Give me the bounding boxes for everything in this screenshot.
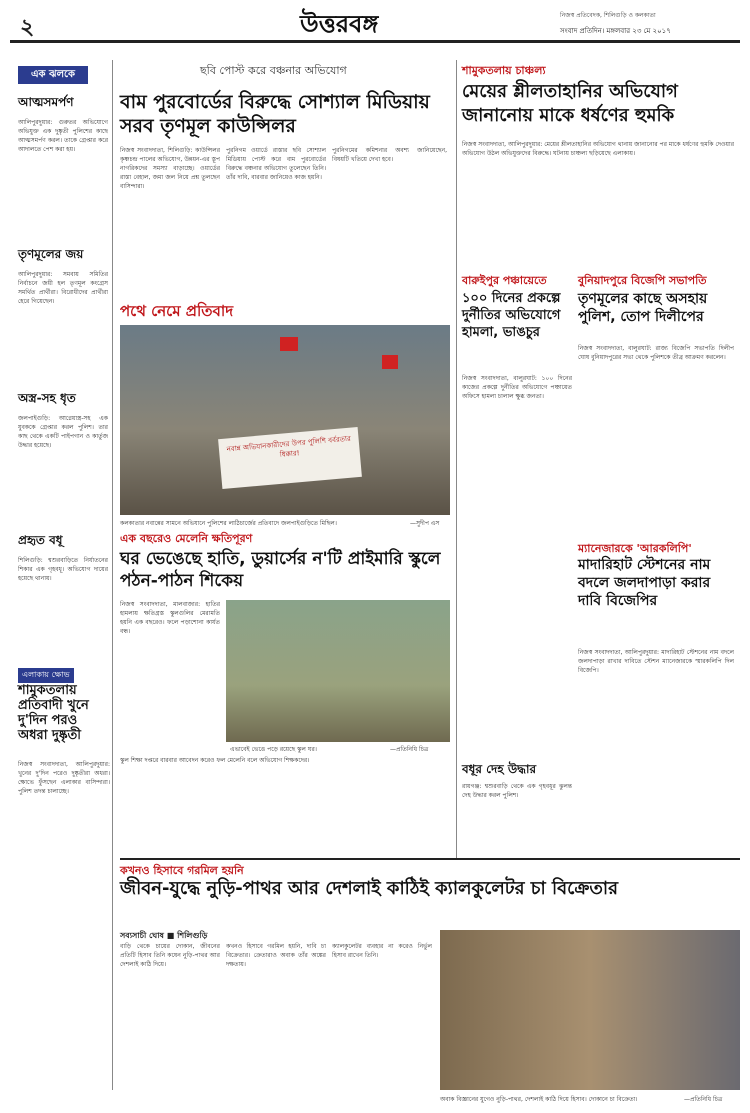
bottom-rule (120, 858, 740, 860)
madarihat-headline: মাদারিহাট স্টেশনের নাম বদলে জলদাপাড়া করার দাবি বিজেপির (578, 557, 711, 609)
hundred-days-headline: ১০০ দিনের প্রকল্পে দুর্নীতির অভিযোগে হামলা, ভাঙচুর (462, 291, 561, 340)
dilip-headline: তৃণমূলের কাছে অসহায় পুলিশ, তোপ দিলীপের (578, 291, 708, 325)
school-photo-caption: এভাবেই ভেঙে পড়ে রয়েছে স্কুল ঘর। (230, 746, 317, 753)
protest-banner (218, 427, 362, 489)
main-body-col-3: পুরনিগমের কমিশনার অবশ্য জানিয়েছেন, বিষয়টি খতিয়ে দেখা হবে। (332, 147, 447, 163)
madarihat-body: নিজস্ব সংবাদদাতা, আলিপুরদুয়ার: মাদারিহাট স্টেশনের নাম বদলে জলদাপাড়া রাখার দাবিতে স্টেশন ম্যানেজারকে স্মারকলিপি দিল বিজেপি। (578, 649, 734, 674)
hundred-days-body: নিজস্ব সংবাদদাতা, বালুরঘাট: ১০০ দিনের কাজের প্রকল্পে দুর্নীতির অভিযোগে পঞ্চায়েত অফিসে হামলা চালাল ক্ষুব্ধ জনতা। (462, 375, 572, 400)
elaka-body: নিজস্ব সংবাদদাতা, আলিপুরদুয়ার: খুনের দু'দিন পরেও দুষ্কৃতীরা অধরা। ক্ষোভে ফুঁসছেন এলাকার বাসিন্দারা। পুলিশ তদন্ত চালাচ্ছে। (18, 761, 110, 795)
school-photo (226, 600, 450, 742)
elephant-body-1: নিজস্ব সংবাদদাতা, মালবাজার: হাতির হামলায় ক্ষতিগ্রস্ত স্কুলগুলির মেরামতি হয়নি এক বছরেও। ফলে পড়াশোনা কার্যত বন্ধ। (120, 601, 220, 635)
elaka-headline: শামুকতলায় প্রতিবাদী খুনে দু'দিন পরও অধরা দুষ্কৃতী (18, 683, 89, 743)
bottom-byline: সব্যসাচী ঘোষ ■ শিলিগুড়ি (120, 931, 208, 940)
dilip-kicker: বুনিয়াদপুরে বিজেপি সভাপতি (578, 274, 707, 287)
rally-credit: —সুদীপ এস (410, 520, 440, 527)
top-sub-kicker: ছবি পোস্ট করে বঞ্চনার অভিযোগ (200, 64, 347, 77)
bottom-body-2: কখনও হিসাবে গরমিল হয়নি, দাবি চা বিক্রেতার। ক্রেতারাও অবাক তাঁর অঙ্কের দক্ষতায়। (226, 943, 326, 968)
elephant-headline: ঘর ভেঙেছে হাতি, ডুয়ার্সের ন'টি প্রাইমারি স্কুলে পঠন-পাঠন শিকেয় (120, 549, 441, 591)
bottom-body-3: ক্যালকুলেটর ব্যবহার না করেও নির্ভুল হিসাব রাখেন তিনি। (332, 943, 432, 959)
left-brief-2 (18, 246, 108, 390)
dilip-body: নিজস্ব সংবাদদাতা, বালুরঘাট: রাজ্য বিজেপি সভাপতি দিলীপ ঘোষ বুনিয়াদপুরের সভা থেকে পুলিশকে তীব্র আক্রমণ করলেন। (578, 345, 734, 361)
brief-body: আলিপুরদুয়ার: সমবায় সমিতির নির্বাচনে জয়ী হল তৃণমূল কংগ্রেস সমর্থিত প্রার্থীরা। বিরোধীদের প্রার্থীরা হেরে গিয়েছেন। (18, 271, 108, 305)
protest-banner-text: নবান্ন অভিযানকারীদের উপর পুলিশি বর্বরতার ধিক্কার! (226, 434, 352, 459)
page-number: ২ (20, 15, 35, 40)
bodhu-headline: বধূর দেহ উদ্ধার (462, 762, 537, 776)
red-flag-icon (382, 355, 398, 369)
shamuktala-body: নিজস্ব সংবাদদাতা, আলিপুরদুয়ার: মেয়ের শ্লীলতাহানির অভিযোগ থানায় জানানোর পর মাকে ধর্ষণের হুমকি দেওয়ার অভিযোগ উঠল অভিযুক্তদের বিরুদ্ধে। ঘটনায় চাঞ্চল্য ছড়িয়েছে এলাকায়। (462, 141, 734, 157)
shamuktala-kicker: শামুকতলায় চাঞ্চল্য (462, 64, 546, 77)
ek-jhalake-badge: এক ঝলকে (18, 66, 88, 84)
brief-body: আলিপুরদুয়ার: গুরুতর অভিযোগে অভিযুক্ত এক দুষ্কৃতী পুলিশের কাছে আত্মসমর্পণ করল। তাকে গ্রেপ্তার করে আদালতে পেশ করা হয়। (18, 119, 108, 153)
bottom-body-1: বাড়ি থেকে চায়ের দোকান, জীবনের প্রতিটি হিসাব তিনি কষেন নুড়ি-পাথর আর দেশলাই কাঠি দিয়ে। (120, 943, 220, 968)
hundred-days-kicker: বারুইপুর পঞ্চায়েতে (462, 274, 547, 287)
brief-body: জলপাইগুড়ি: আগ্নেয়াস্ত্র-সহ এক যুবককে গ্রেপ্তার করল পুলিশ। তার কাছ থেকে একটি পাইপগান ও কার্তুজ উদ্ধার হয়েছে। (18, 415, 108, 449)
tea-seller-caption: অবাক বিজ্ঞানের যুগেও নুড়ি-পাথর, দেশলাই কাঠি দিয়ে হিসাব। দোকানে চা বিক্রেতা। (440, 1096, 638, 1103)
left-brief-1 (18, 94, 108, 258)
brief-heading: অস্ত্র-সহ ধৃত (18, 391, 76, 405)
brief-heading: আত্মসমর্পণ (18, 95, 74, 109)
center-column-divider (456, 60, 457, 860)
elaka-tag: এলাকায় ক্ষোভ (18, 668, 74, 683)
rally-headline: পথে নেমে প্রতিবাদ (120, 302, 234, 320)
bottom-kicker: কখনও হিসাবে গরমিল হয়নি (120, 864, 244, 877)
brief-body: শিলিগুড়ি: শ্বশুরবাড়িতে নির্যাতনের শিকার এক গৃহবধূ। অভিযোগ দায়ের হয়েছে থানায়। (18, 557, 108, 582)
rally-caption: কলকাতার নবান্নের সামনে অভিযানে পুলিশের লাঠিচার্জের প্রতিবাদে জলপাইগুড়িতে মিছিল। (120, 520, 337, 527)
elephant-body-2: স্কুল শিক্ষা দপ্তরে বারবার আবেদন করেও ফল মেলেনি বলে অভিযোগ শিক্ষকদের। (120, 757, 310, 764)
school-photo-credit: —প্রতিনিধি চিত্র (390, 746, 429, 753)
brief-heading: প্রহৃত বধূ (18, 533, 63, 547)
masthead-date: সংবাদ প্রতিদিন। মঙ্গলবার ২৩ মে ২০১৭ (560, 27, 671, 35)
red-flag-icon (280, 337, 298, 351)
tea-seller-photo (440, 930, 740, 1090)
rally-photo (120, 325, 450, 515)
main-headline: বাম পুরবোর্ডের বিরুদ্ধে সোশ্যাল মিডিয়ায় সরব তৃণমূল কাউন্সিলর (120, 91, 430, 137)
masthead-title: উত্তরবঙ্গ (300, 10, 379, 38)
left-brief-3 (18, 390, 108, 544)
shamuktala-headline: মেয়ের শ্লীলতাহানির অভিযোগ জানানোয় মাকে ধর্ষণের হুমকি (462, 81, 678, 126)
masthead-rule (10, 40, 740, 43)
tea-seller-credit: —প্রতিনিধি চিত্র (684, 1096, 723, 1103)
masthead-right-top: নিজস্ব প্রতিবেদক, শিলিগুড়ি ও কলকাতা (560, 12, 656, 19)
left-brief-4 (18, 532, 108, 656)
main-body-col-2: পুরনিগম ওয়ার্ডে রাস্তার ছবি সোশ্যাল মিডিয়ায় পোস্ট করে বাম পুরবোর্ডের বিরুদ্ধে বঞ্চনার অভিযোগ তুলেছেন তিনি। তাঁর দাবি, বারবার জানিয়েও কাজ হয়নি। (226, 147, 326, 181)
left-column-divider (112, 60, 113, 1090)
bodhu-body: রায়গঞ্জ: শ্বশুরবাড়ি থেকে এক গৃহবধূর ঝুলন্ত দেহ উদ্ধার করল পুলিশ। (462, 783, 572, 799)
madarihat-kicker: ম্যানেজারকে 'আরকলিপি' (578, 542, 692, 555)
bottom-headline: জীবন-যুদ্ধে নুড়ি-পাথর আর দেশলাই কাঠিই ক্যালকুলেটর চা বিক্রেতার (120, 878, 619, 899)
elephant-kicker: এক বছরেও মেলেনি ক্ষতিপূরণ (120, 532, 253, 545)
main-body-col-1: নিজস্ব সংবাদদাতা, শিলিগুড়ি: কাউন্সিলর কৃষ্ণচন্দ্র পালের অভিযোগ, উন্নয়ন-এর স্তূপ নাগরিকদের সমস্যা বাড়াচ্ছে। ওয়ার্ডের রাস্তা বেহাল, জমা জল নিয়ে প্রশ্ন তুলছেন বাসিন্দারা। (120, 147, 220, 190)
brief-heading: তৃণমূলের জয় (18, 247, 84, 261)
